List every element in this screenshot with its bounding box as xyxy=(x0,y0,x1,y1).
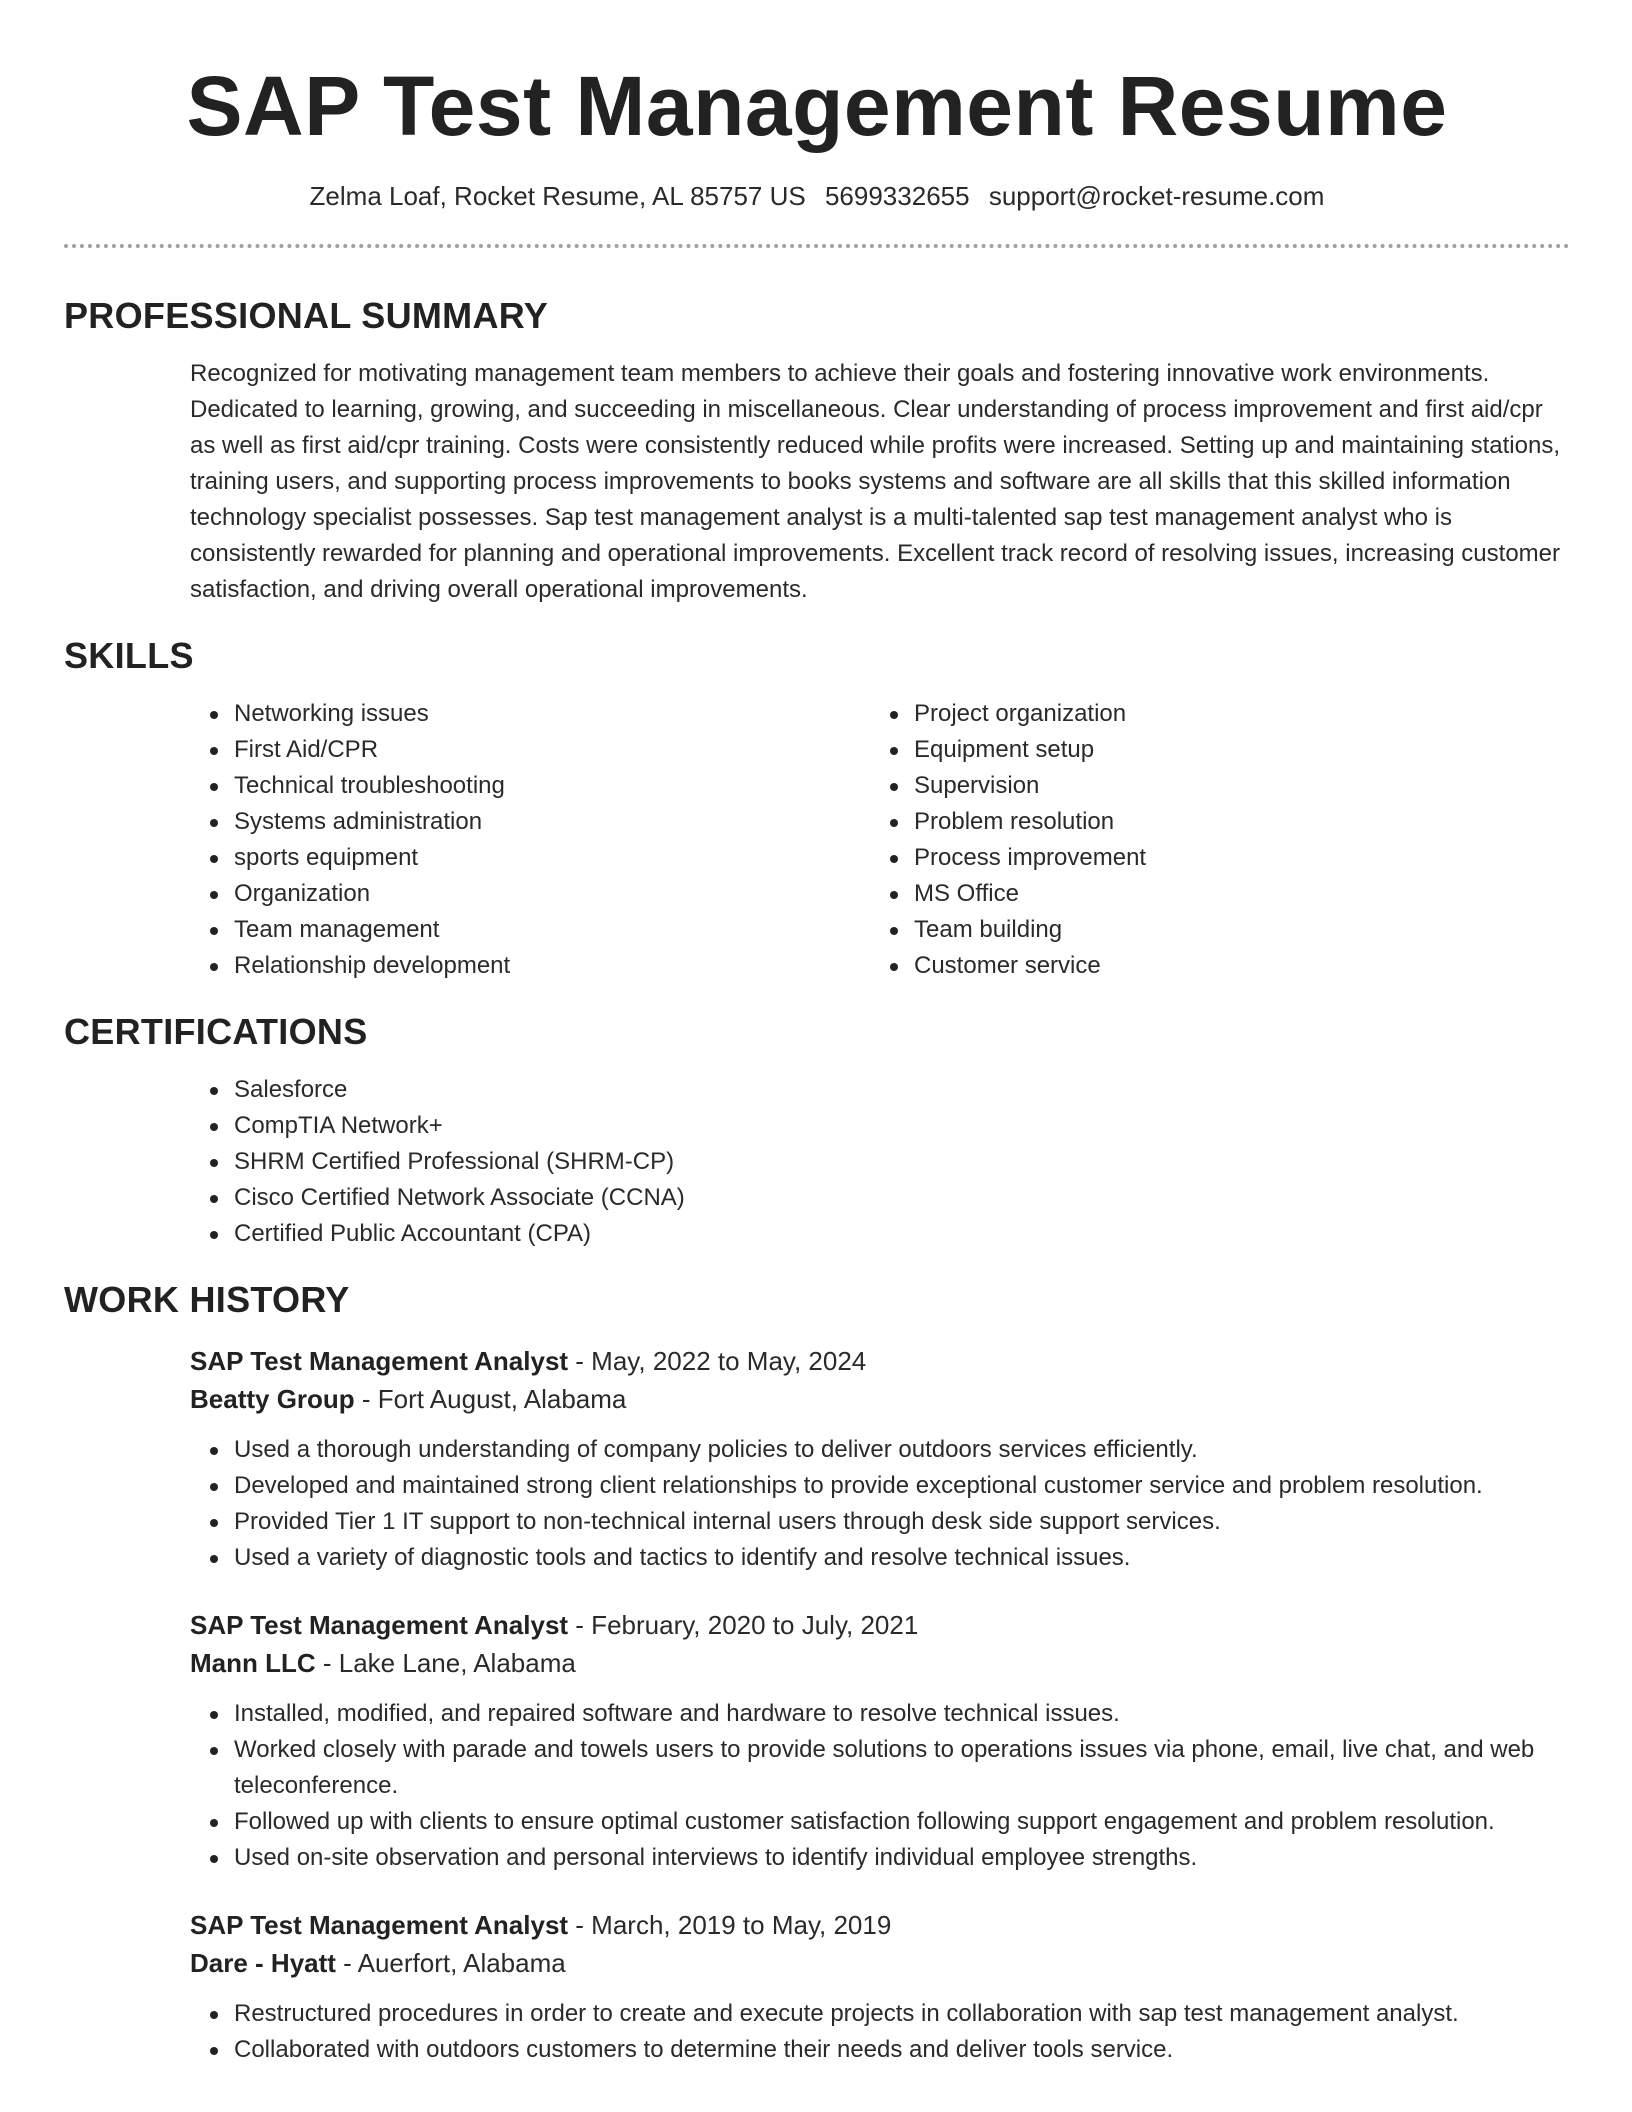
resume-page xyxy=(64,0,1570,2112)
skill-item: Supervision xyxy=(884,768,1564,804)
job-company-line xyxy=(190,1644,1570,1682)
skill-item: Project organization xyxy=(884,696,1564,732)
skill-item: Networking issues xyxy=(204,696,884,732)
job-location: - Lake Lane, Alabama xyxy=(315,1648,576,1678)
certifications-list xyxy=(204,1072,1570,1252)
job-location: - Auerfort, Alabama xyxy=(335,1948,566,1978)
contact-line xyxy=(64,180,1570,212)
job-bullet: Followed up with clients to ensure optimal customer satisfaction following support engagement and problem resolution. xyxy=(204,1804,1570,1840)
contact-phone: 5699332655 xyxy=(824,181,970,211)
job-entry xyxy=(64,1342,1570,1576)
skills-grid xyxy=(64,696,1570,984)
skill-item: Equipment setup xyxy=(884,732,1564,768)
job-bullet: Collaborated with outdoors customers to determine their needs and deliver tools service. xyxy=(204,2032,1570,2068)
skill-item: Problem resolution xyxy=(884,804,1564,840)
work-history-heading: WORK HISTORY xyxy=(64,1279,350,1320)
job-bullet: Installed, modified, and repaired software and hardware to resolve technical issues. xyxy=(204,1696,1570,1732)
skills-column-2 xyxy=(884,696,1564,984)
job-company-line xyxy=(190,1380,1570,1418)
job-company-line xyxy=(190,1944,1570,1982)
contact-email: support@rocket-resume.com xyxy=(988,181,1325,211)
skill-item: Systems administration xyxy=(204,804,884,840)
job-title-line xyxy=(190,1606,1570,1644)
job-company: Beatty Group xyxy=(190,1384,355,1414)
skill-item: Team building xyxy=(884,912,1564,948)
job-bullet: Used a variety of diagnostic tools and tactics to identify and resolve technical issues. xyxy=(204,1540,1570,1576)
certification-item: CompTIA Network+ xyxy=(204,1108,1570,1144)
certification-item: SHRM Certified Professional (SHRM-CP) xyxy=(204,1144,1570,1180)
job-bullet: Used a thorough understanding of company policies to deliver outdoors services efficiently. xyxy=(204,1432,1570,1468)
job-bullet: Restructured procedures in order to create and execute projects in collaboration with sap test management analyst. xyxy=(204,1996,1570,2032)
job-title: SAP Test Management Analyst xyxy=(190,1610,569,1640)
job-bullets xyxy=(204,1432,1570,1576)
job-title-line xyxy=(190,1906,1570,1944)
skill-item: MS Office xyxy=(884,876,1564,912)
job-location: - Fort August, Alabama xyxy=(354,1384,627,1414)
certification-item: Certified Public Accountant (CPA) xyxy=(204,1216,1570,1252)
job-bullet: Used on-site observation and personal interviews to identify individual employee strengths. xyxy=(204,1840,1570,1876)
skill-item: Relationship development xyxy=(204,948,884,984)
job-bullets xyxy=(204,1996,1570,2068)
job-company: Dare - Hyatt xyxy=(190,1948,336,1978)
skill-item: Organization xyxy=(204,876,884,912)
job-entry xyxy=(64,1606,1570,1876)
certification-item: Salesforce xyxy=(204,1072,1570,1108)
summary-text: Recognized for motivating management team members to achieve their goals and fostering innovative work environments. Dedicated to learning, growing, and succeeding in miscellaneous. Clear understanding of process improvement and first aid/cpr as well as first aid/cpr training. Costs were consistently reduced while profits were increased. Setting up and maintaining stations, training users, and supporting process improvements to books systems and software are all skills that this skilled information technology specialist possesses. Sap test management analyst is a multi-talented sap test management analyst who is consistently rewarded for planning and operational improvements. Excellent track record of resolving issues, increasing customer satisfaction, and driving overall operational improvements. xyxy=(190,360,1561,603)
job-bullet: Worked closely with parade and towels users to provide solutions to operations issues via phone, email, live chat, and web teleconference. xyxy=(204,1732,1570,1804)
skill-item: First Aid/CPR xyxy=(204,732,884,768)
resume-title: SAP Test Management Resume xyxy=(186,59,1448,153)
skill-item: Customer service xyxy=(884,948,1564,984)
job-entry xyxy=(64,1906,1570,2068)
contact-address: Zelma Loaf, Rocket Resume, AL 85757 US xyxy=(309,181,806,211)
job-title: SAP Test Management Analyst xyxy=(190,1346,569,1376)
skills-column-1 xyxy=(204,696,884,984)
job-dates: - March, 2019 to May, 2019 xyxy=(568,1910,892,1940)
job-dates: - February, 2020 to July, 2021 xyxy=(568,1610,919,1640)
summary-heading: PROFESSIONAL SUMMARY xyxy=(64,295,549,336)
job-bullets xyxy=(204,1696,1570,1876)
skill-item: Team management xyxy=(204,912,884,948)
skill-item: sports equipment xyxy=(204,840,884,876)
job-title-line xyxy=(190,1342,1570,1380)
job-company: Mann LLC xyxy=(190,1648,316,1678)
skills-heading: SKILLS xyxy=(64,635,194,676)
job-bullet: Provided Tier 1 IT support to non-technical internal users through desk side support services. xyxy=(204,1504,1570,1540)
job-title: SAP Test Management Analyst xyxy=(190,1910,569,1940)
certification-item: Cisco Certified Network Associate (CCNA) xyxy=(204,1180,1570,1216)
skill-item: Process improvement xyxy=(884,840,1564,876)
job-dates: - May, 2022 to May, 2024 xyxy=(568,1346,867,1376)
certifications-heading: CERTIFICATIONS xyxy=(64,1011,368,1052)
header-divider xyxy=(64,244,1570,248)
job-bullet: Developed and maintained strong client relationships to provide exceptional customer service and problem resolution. xyxy=(204,1468,1570,1504)
skill-item: Technical troubleshooting xyxy=(204,768,884,804)
